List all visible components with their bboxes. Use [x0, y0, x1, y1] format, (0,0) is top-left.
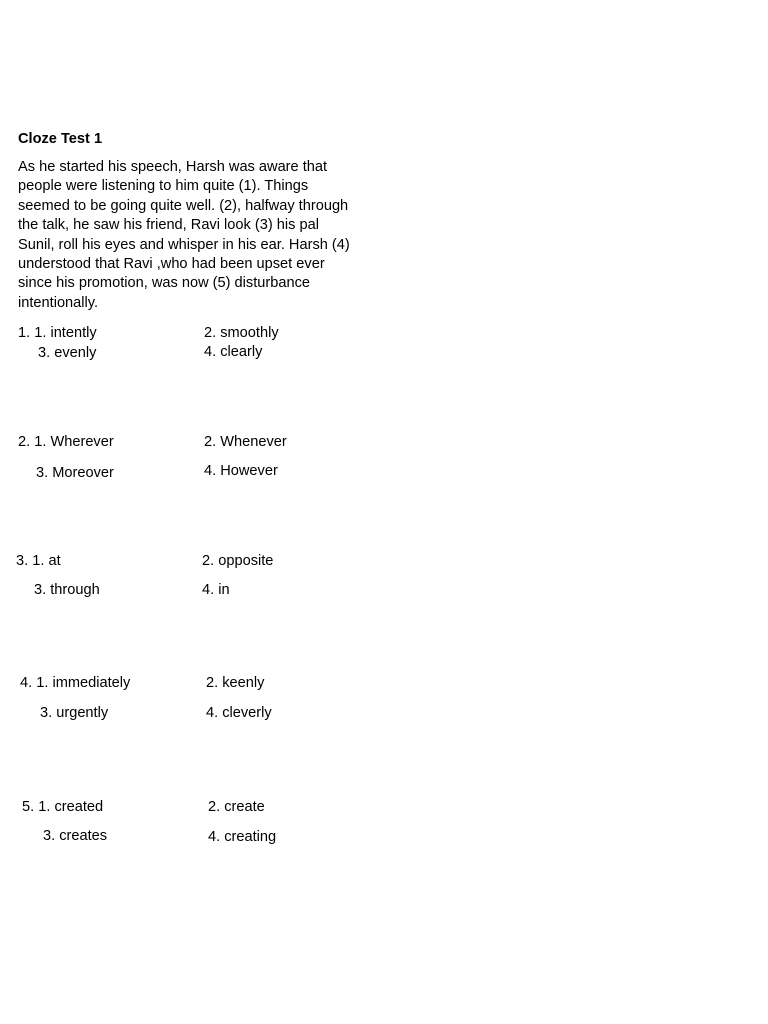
passage [18, 158, 378, 313]
passage-line: seemed to be going quite well. (2), halfway through [18, 197, 349, 214]
q1-option-1: 1. 1. intently [18, 325, 97, 341]
q3-option-3: 3. through [34, 582, 100, 598]
q4-option-2: 2. keenly [206, 675, 265, 691]
passage-line: As he started his speech, Harsh was aware that [18, 159, 328, 175]
q3-option-1: 3. 1. at [16, 553, 61, 569]
passage-line: Sunil, roll his eyes and whisper in his ear. Harsh (4) [18, 236, 350, 253]
passage-line: intentionally. [18, 294, 99, 311]
q2-option-3: 3. Moreover [36, 465, 114, 481]
passage-line: understood that Ravi ,who had been upset ever [18, 256, 325, 273]
q5-option-2: 2. create [208, 799, 265, 815]
q5-option-3: 3. creates [43, 828, 108, 844]
q1-option-4: 4. clearly [204, 344, 263, 360]
q4-option-4: 4. cleverly [206, 705, 272, 721]
q5-option-1: 5. 1. created [22, 799, 104, 815]
q3-option-4: 4. in [202, 582, 230, 598]
q2-option-4: 4. However [204, 463, 278, 479]
q5-option-4: 4. creating [208, 829, 277, 845]
q2-option-2: 2. Whenever [204, 434, 287, 450]
q4-option-3: 3. urgently [40, 705, 109, 721]
passage-line: since his promotion, was now (5) disturbance [18, 275, 311, 292]
passage-line: the talk, he saw his friend, Ravi look (3) his pal [18, 217, 319, 234]
q3-option-2: 2. opposite [202, 553, 274, 569]
q1-option-2: 2. smoothly [204, 325, 279, 341]
q1-option-3: 3. evenly [38, 345, 97, 361]
q4-option-1: 4. 1. immediately [20, 675, 131, 691]
passage-line: people were listening to him quite (1). Things [18, 178, 309, 195]
page-title: Cloze Test 1 [18, 131, 103, 147]
q2-option-1: 2. 1. Wherever [18, 434, 114, 450]
